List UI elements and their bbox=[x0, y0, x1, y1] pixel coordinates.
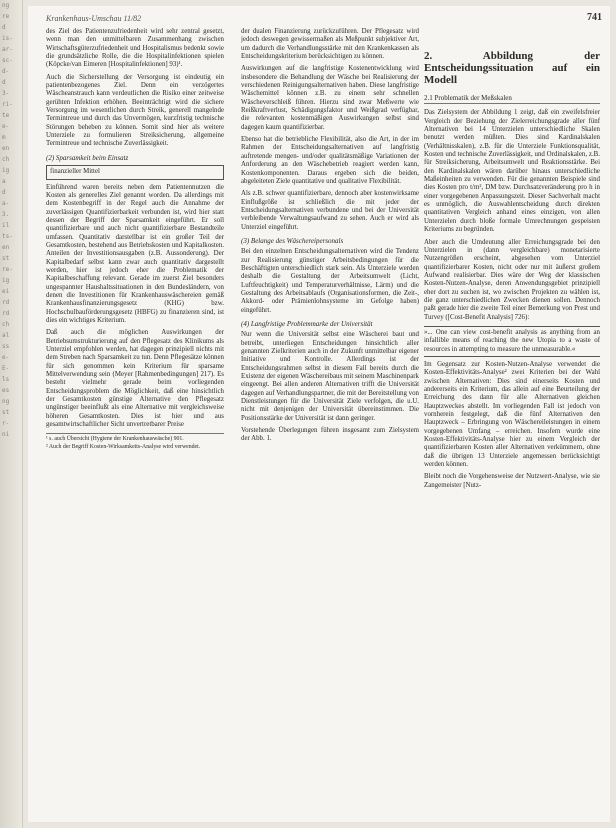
paragraph: Aber auch die Umdeutung aller Erreichungsgrade bei den Unterzielen in (dann vergleichbare) monetarisierte Nutzengrößen erscheint, abgesehen vom Unterziel quantifizierbarer Kosten, nicht oder nur mit äußerst großem Aufwand realisierbar. Dies wäre der Weg der klassischen Kosten-Nutzen-Analyse, deren Anwendungsgebiet prinzipiell eher dort zu suchen ist, wo zwischen Projekten zu wählen ist, die ganz unterschiedlichen Zwecken dienen sollen. Dennoch paßt gerade hier die zweite Teil einer Bemerkung von Prest und Turvey ([Cost-Benefit Analysis] 726): bbox=[424, 238, 600, 321]
subsection-heading: 2.1 Problematik der Meßskalen bbox=[424, 94, 600, 104]
page-number: 741 bbox=[587, 12, 602, 23]
edge-mark: en bbox=[2, 244, 10, 251]
edge-mark: ri- bbox=[2, 101, 13, 108]
paragraph: Im Gegensatz zur Kosten-Nutzen-Analyse verwendet die Kosten-Effektivitäts-Analyse² zwei Kriterien bei der Wahl zwischen Alternativen: Dies sind einerseits Kosten und andererseits ein Kriterium, das allein auf eine Beurteilung der Erreichung des dann für alle Alternativen gleichen Hauptzweckes abstellt. Im vorliegenden Fall ist jedoch von vornherein festgelegt, daß die fünf Alternativen den Hauptzweck – Erbringung von Wäschereileistungen in einem vorgegebenen Umfang – erreichen. Insofern wurde eine Kosten-Effektivitäts-Analyse hier zu einem Vergleich der quantifizierbaren Kosten aller Alternativen verkümmern, ohne daß die übrigen 13 Unterziele angemessen berücksichtigt werden können. bbox=[424, 360, 600, 469]
paragraph: Vorstehende Überlegungen führen insgesamt zum Zielsystem der Abb. 1. bbox=[241, 427, 419, 443]
edge-mark: ch bbox=[2, 156, 10, 163]
paragraph: Nur wenn die Universität selbst eine Wäscherei baut und betreibt, unterliegen Entscheidungen hinsichtlich aller genannten Zielkriterien auch in der Zukunft unmittelbar eigener Initiative und Kontrolle. Allerdings ist der Entscheidungsrahmen selbst in diesem Fall bereits durch die Existenz der eigenen Wäschereibaus mit seinem Maschinenpark eingeengt. Bei allen anderen Alternativen trifft die Universität dagegen auf Verhandlungspartner, die mit der Bereitstellung von Dienstleistungen für die Universität Ziele verfolgen, die u.U. nicht mit denjenigen der Universität übereinstimmen. Die Positionsstärke der Universität ist dann geringer. bbox=[241, 331, 419, 422]
text-column-middle bbox=[241, 28, 419, 814]
paragraph: der dualen Finanzierung zurückzuführen. Der Pflegesatz wird jedoch deswegen gewissermaßen als Meßpunkt subjektiver Art, um dadurch die Verhandlungsstärke mit den Krankenkassen als Entscheidungskriterium berücksichtigen zu können. bbox=[241, 28, 419, 61]
edge-mark: al bbox=[2, 332, 10, 339]
paragraph: Auswirkungen auf die langfristige Kostenentwicklung wird insbesondere die Behandlung der Wäsche bei Realisierung der verschiedenen Reinigungsalternativen haben. Diese langfristige Wäschemittel können z.B. zu einem sehr schnellen Wäscheverschleiß führen. Hierzu sind zwar Meßwerte wie Reißkraftverlust, Schädigungsfaktor und Weißgrad verfügbar, die relevanten kostenmäßigen Auswirkungen selbst sind dagegen kaum quantifizierbar. bbox=[241, 65, 419, 131]
edge-mark: d bbox=[2, 79, 6, 86]
edge-mark: 3. bbox=[2, 211, 10, 218]
chapter-heading: 2. Abbildung der Entscheidungssituation auf ein Modell bbox=[424, 50, 600, 86]
paragraph: Bleibt noch die Vorgehensweise der Nutzwert-Analyse, wie sie Zangemeister [Nutz- bbox=[424, 473, 600, 489]
edge-mark: ts- bbox=[2, 233, 13, 240]
paragraph: Als z.B. schwer quantifizierbare, dennoch aber kostenwirksame Einflußgröße ist schließlich die mit jeder der Entscheidungsalternativen verbundene und bei der Universität verbleibende Verwaltungsaufwand zu sehen. Auch er wird als Unterziel eingeführt. bbox=[241, 190, 419, 231]
section-heading-belange: (3) Belange des Wäschereipersonals bbox=[241, 236, 344, 245]
edge-mark: d- bbox=[2, 68, 10, 75]
section-heading-sparsamkeit: (2) Sparsamkeit beim Einsatz bbox=[46, 153, 129, 162]
edge-marginalia bbox=[2, 0, 20, 828]
edge-mark: ei bbox=[2, 288, 10, 295]
edge-mark: ig bbox=[2, 277, 10, 284]
edge-mark: 3- bbox=[2, 90, 10, 97]
footnote-1: ¹ s. auch Übersicht (Hygiene der Krankenhauswäsche) 901. bbox=[46, 436, 184, 443]
document-page bbox=[28, 6, 610, 822]
edge-mark: st bbox=[2, 255, 10, 262]
edge-mark: ng bbox=[2, 398, 10, 405]
edge-mark: r- bbox=[2, 420, 10, 427]
text-column-right bbox=[424, 28, 600, 814]
block-quote: »... One can view cost-benefit analysis as anything from an infallible means of reaching the new Utopia to a waste of resources in attempting to measure the unmeasurable.« bbox=[424, 326, 600, 357]
paragraph: Einführend waren bereits neben dem Patientennutzen die Kosten als generelles Ziel genannt worden. Da allerdings mit dem Kostenbegriff in der Regel auch die Annahme der zuverlässigen Quantifizierbarkeit verbunden ist, wird hier statt dessen der Begriff der Sparsamkeit eingeführt. Er soll quantifizierbare und auch nicht quantifizierbare Bestandteile umfassen. Quantitativ darstellbar ist ein großer Teil der Gesamtkosten, bestehend aus Betriebskosten und Kapitalkosten. Anteilen der Investitionsausgaben (z.B. Aussonderung). Der Kapitalbedarf selbst kann zwar auch quantitativ dargestellt werden, hier ist jedoch eher die Problematik der Kapitalbeschaffung relevant. Gerade im zuerst Ziel besonders ungespannter Haushaltssituationen in den Bundesländern, von denen die Investitionen für Krankenhauswäschereien gemäß Krankenhausfinanzierungsgesetz (KHG) bzw. Hochschulbauförderungsgesetz (HBFG) zu finanzieren sind, ist dies ein wichtiges Kriterium. bbox=[46, 183, 224, 324]
edge-mark: a- bbox=[2, 200, 10, 207]
edge-mark: ng bbox=[2, 2, 10, 9]
paragraph: Ebenso hat die betriebliche Flexibilität, also die Art, in der im Rahmen der Entscheidungsalternativen auf langfristig auftretende mengen- und/oder qualitätsmäßige Variationen der Anforderung an den Wäschebetrieb reagiert werden kann, Kostenkomponenten. Daraus ergeben sich die beiden, abgeleiteten Ziele quantitative und qualitative Flexibilität. bbox=[241, 136, 419, 185]
paragraph: Auch die Sicherstellung der Versorgung ist eindeutig ein patientenbezogenes Ziel. Denn ein verzögertes Wäscheanstrauch kann verdeutlichen die Risiko einer zeitweise gerühten Infektion erhöhen. Beeinträchtigt wird die sichere Versorgung im wesentlichen durch Streik, generell mangelnde Termintreue und durch das Unvermögen, kurzfristig technische Störungen beheben zu können. Somit sind hier als weitere Unterziele zu formulieren Streiksicherung, allgemeine Termintreue und technische Zuverlässigkeit. bbox=[46, 73, 224, 148]
edge-mark: e- bbox=[2, 123, 10, 130]
edge-mark: rd bbox=[2, 310, 10, 317]
journal-title: Krankenhaus-Umschau 11/82 bbox=[46, 14, 142, 23]
edge-mark: ls bbox=[2, 376, 10, 383]
edge-mark: es bbox=[2, 387, 10, 394]
page-header bbox=[46, 12, 602, 28]
paragraph: des Ziel des Patientenzufriedenheit wird sehr zentral gesetzt, wenn man den unmittelbaren Zusammenhang zwischen Wirtschaftsgüterzufriedenheit und Hospitalismus bedenkt sowie die grundsätzliche Rolle, die die Hospitalinfektionen spielen (Köpcke/van Eimeren [Hospitalinfektionen] 93)¹. bbox=[46, 28, 224, 69]
edge-mark: re bbox=[2, 13, 10, 20]
edge-mark: ni bbox=[2, 431, 10, 438]
footnotes bbox=[46, 433, 224, 451]
edge-mark: il bbox=[2, 222, 10, 229]
edge-mark: ss bbox=[2, 343, 10, 350]
paragraph: Daß auch die möglichen Auswirkungen der Betriebsumstrukturierung auf den Pflegesatz des Klinikums als Unterziel empfohlen werden, hat dagegen prinzipiell nichts mit dem Streben nach Sparsamkeit zu tun. Denn Pflegesätze können für sich genommen kein Kriterium für sparsame Mittelverwendung sein (Meyer [Rahmenbedingungen] 217). Es besteht vielmehr gerade beim vorliegenden Entscheidungsproblem die Möglichkeit, daß eine hinsichtlich der Gesamtkosten günstige Alternative den Pflegesatz ungünstiger beeinflußt als eine Alternative mit vergleichsweise höheren Gesamtkosten. Dies ist hier und aus gesamtwirtschaftlicher Sicht unvertretbarer Preise bbox=[46, 329, 224, 429]
text-column-left bbox=[46, 28, 224, 814]
edge-mark: m bbox=[2, 134, 6, 141]
edge-mark: d bbox=[2, 24, 6, 31]
edge-mark: sc- bbox=[2, 57, 13, 64]
edge-mark: a bbox=[2, 178, 6, 185]
edge-mark: E- bbox=[2, 365, 10, 372]
edge-mark: re- bbox=[2, 266, 13, 273]
boxed-subheading: finanzieller Mittel bbox=[46, 165, 224, 179]
edge-mark: st bbox=[2, 409, 10, 416]
paragraph: Das Zielsystem der Abbildung 1 zeigt, daß ein zweifelsfreier Vergleich der Beziehung der Zielerreichungsgrade aller fünf Alternativen bei 14 Unterzielen unterschiedliche Skalen benutzt werden müßten. Dies sind Kardinalskalen (Verhältnisskalen), z.B. für die Unterziele Funktionsqualität, Kosten und technische Zuverlässigkeit, und Ordinalskalen, z.B. für Streiksicherung, Arbeitsumwelt und Reaktionsstärke. Bei den Kardinalskalen wären darüber hinaus unterschiedliche Maßeinheiten zu verwenden. Für die genannten Beispiele sind dies Kosten pro t/m², DM bzw. Durchsatzveränderung pro h in einer vorgegebenen Anpassungszeit. Dieser Sachverhalt macht es unmöglich, die Auswahlentscheidung durch direkten quantitativen Vergleich anhand eines einzigen, von allen Unterzielen durch bloße formale Umrechnungen gespeisten Kriteriums zu begründen. bbox=[424, 109, 600, 234]
page-binding-edge bbox=[0, 0, 23, 828]
edge-mark: ch bbox=[2, 321, 10, 328]
edge-mark: e- bbox=[2, 354, 10, 361]
section-heading-langfristig: (4) Langfristige Problemmarke der Universität bbox=[241, 320, 373, 328]
paragraph: Bei den einzelnen Entscheidungsalternativen wird die Tendenz zur Realisierung günstiger Arbeitsbedingungen für die Beschäftigten unterschiedlich stark sein. Als Unterziele werden deshalb die Gestaltung der Arbeitsumwelt (Licht, Luftfeuchtigkeit) und Temperaturverhältnisse, Lärm) und die Gestaltung des Arbeitsablaufs (Organisationsformen, die Zeit-, Akkord- oder Prämienlohnsysteme im Gefolge haben) eingeführt. bbox=[241, 248, 419, 314]
edge-mark: ar- bbox=[2, 46, 13, 53]
edge-mark: ig bbox=[2, 167, 10, 174]
edge-mark: d bbox=[2, 189, 6, 196]
edge-mark: is- bbox=[2, 35, 13, 42]
edge-mark: te bbox=[2, 112, 10, 119]
edge-mark: en bbox=[2, 145, 10, 152]
edge-mark: rd bbox=[2, 299, 10, 306]
footnote-2: ² Auch der Begriff Kosten-Wirksamkeits-Analyse wird verwendet. bbox=[46, 444, 201, 451]
